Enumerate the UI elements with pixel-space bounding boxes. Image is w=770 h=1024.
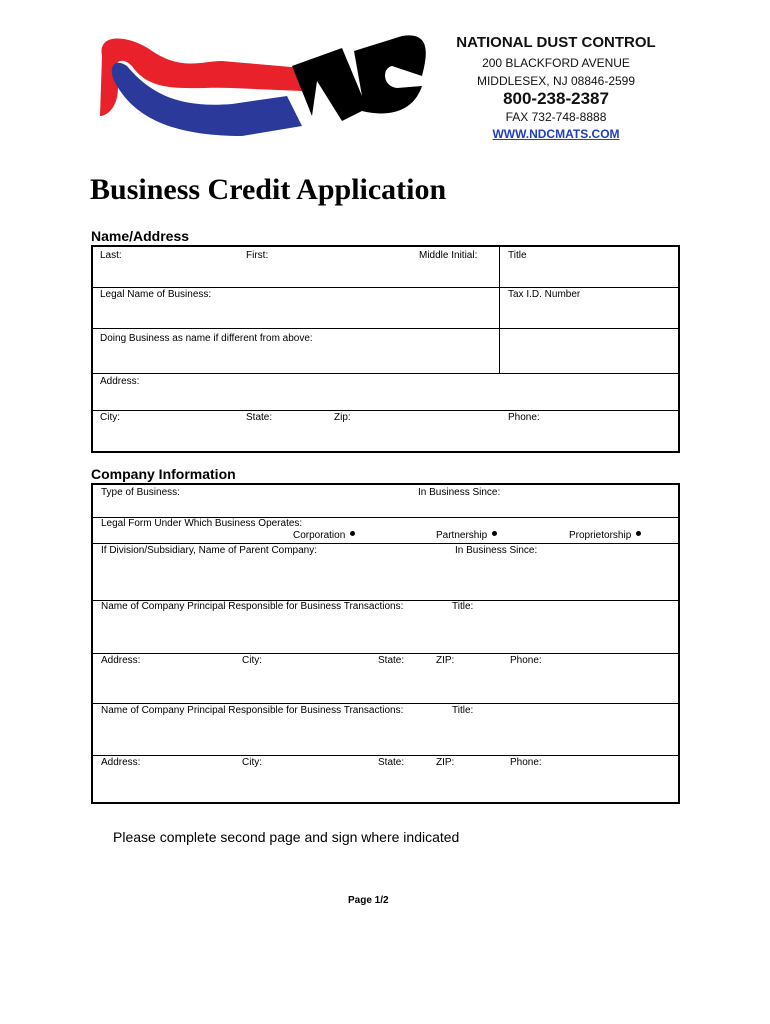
radio-bullet-icon	[350, 531, 355, 536]
company-street: 200 BLACKFORD AVENUE	[482, 56, 630, 70]
company-info-heading: Company Information	[91, 466, 236, 482]
principal-1-field[interactable]: Name of Company Principal Responsible for Business Transactions:	[101, 601, 404, 612]
parent-since-field[interactable]: In Business Since:	[455, 545, 538, 556]
page-number: Page 1/2	[348, 895, 389, 906]
address-field[interactable]: Address:	[100, 376, 140, 387]
principal-1-address-field[interactable]: Address:	[101, 655, 141, 666]
city-field[interactable]: City:	[100, 412, 120, 423]
last-name-field[interactable]: Last:	[100, 250, 122, 261]
parent-company-field[interactable]: If Division/Subsidiary, Name of Parent Company:	[101, 545, 318, 556]
radio-bullet-icon	[492, 531, 497, 536]
zip-field[interactable]: Zip:	[334, 412, 351, 423]
corporation-label: Corporation	[293, 530, 346, 541]
principal-1-title-field[interactable]: Title:	[452, 601, 474, 612]
principal-1-zip-field[interactable]: ZIP:	[436, 655, 455, 666]
dba-field[interactable]: Doing Business as name if different from above:	[100, 333, 313, 344]
legal-name-field[interactable]: Legal Name of Business:	[100, 289, 212, 300]
company-city: MIDDLESEX, NJ 08846-2599	[476, 74, 636, 88]
company-phone: 800-238-2387	[503, 89, 609, 108]
phone-field[interactable]: Phone:	[508, 412, 540, 423]
title-field[interactable]: Title	[508, 250, 527, 261]
radio-bullet-icon	[636, 531, 641, 536]
type-of-business-field[interactable]: Type of Business:	[101, 487, 180, 498]
ndc-logo	[92, 26, 432, 154]
corporation-option[interactable]	[293, 530, 355, 541]
principal-2-state-field[interactable]: State:	[378, 757, 405, 768]
principal-1-state-field[interactable]: State:	[378, 655, 405, 666]
company-fax: FAX 732-748-8888	[505, 110, 607, 124]
name-address-heading: Name/Address	[91, 228, 190, 244]
page-title: Business Credit Application	[90, 173, 447, 206]
first-name-field[interactable]: First:	[246, 250, 269, 261]
principal-2-address-field[interactable]: Address:	[101, 757, 141, 768]
principal-2-phone-field[interactable]: Phone:	[510, 757, 542, 768]
state-field[interactable]: State:	[246, 412, 273, 423]
proprietorship-option[interactable]	[569, 530, 641, 541]
company-website-link[interactable]: WWW.NDCMATS.COM	[492, 127, 620, 141]
principal-2-zip-field[interactable]: ZIP:	[436, 757, 455, 768]
tax-id-field[interactable]: Tax I.D. Number	[508, 289, 581, 300]
company-name: NATIONAL DUST CONTROL	[456, 34, 656, 51]
completion-note: Please complete second page and sign where indicated	[113, 829, 460, 845]
principal-1-city-field[interactable]: City:	[242, 655, 262, 666]
in-business-since-field[interactable]: In Business Since:	[418, 487, 501, 498]
middle-initial-field[interactable]: Middle Initial:	[419, 250, 478, 261]
legal-form-label: Legal Form Under Which Business Operates:	[101, 518, 303, 529]
principal-1-phone-field[interactable]: Phone:	[510, 655, 542, 666]
principal-2-title-field[interactable]: Title:	[452, 705, 474, 716]
principal-2-field[interactable]: Name of Company Principal Responsible for Business Transactions:	[101, 705, 404, 716]
proprietorship-label: Proprietorship	[569, 530, 632, 541]
partnership-label: Partnership	[436, 530, 488, 541]
principal-2-city-field[interactable]: City:	[242, 757, 262, 768]
name-address-section	[91, 245, 680, 453]
partnership-option[interactable]	[436, 530, 497, 541]
